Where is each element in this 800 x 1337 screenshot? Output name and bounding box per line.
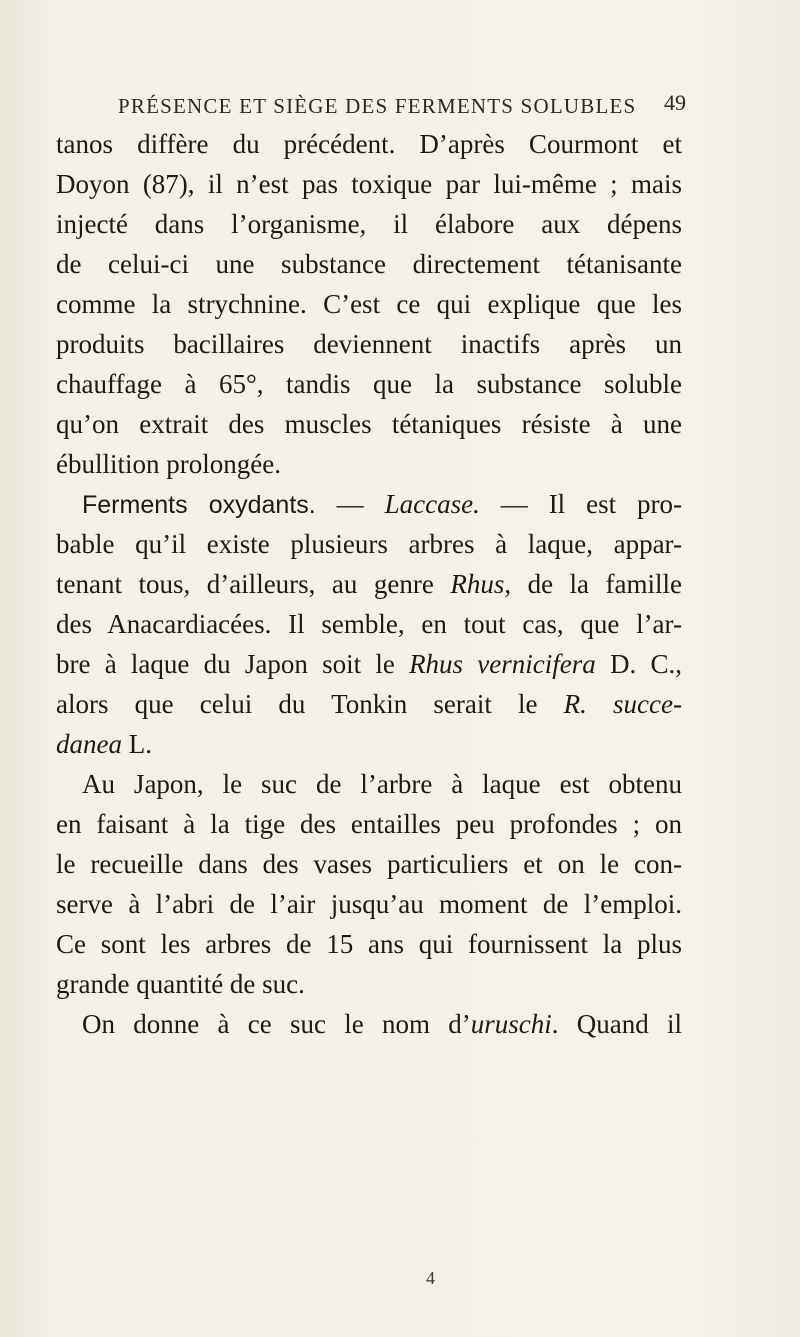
text-line (56, 644, 682, 684)
term: uruschi (470, 1009, 552, 1039)
text-line: grande quantité de suc. (56, 969, 305, 999)
text-line: Au Japon, le suc de l’arbre à laque est obtenu (82, 769, 682, 799)
text-line: Ce sont les arbres de 15 ans qui fournissent la plus (56, 929, 682, 959)
text-fragment: On donne à ce suc le nom d’ (82, 1009, 471, 1039)
text-line (56, 684, 682, 724)
text-fragment: — Il est pro- (479, 489, 683, 519)
text-line: bable qu’il existe plusieurs arbres à laque, appar- (56, 529, 682, 559)
text-line: comme la strychnine. C’est ce qui explique que les (56, 289, 682, 319)
term: R. succe- (563, 689, 682, 719)
text-fragment: , de la famille (504, 569, 682, 599)
text-fragment: D. C., (595, 649, 682, 679)
text-fragment: tenant tous, d’ailleurs, au genre (56, 569, 451, 599)
text-line: chauffage à 65°, tandis que la substance soluble (56, 369, 682, 399)
term: Rhus vernicifera (409, 649, 596, 679)
section-heading-line (82, 484, 682, 524)
section-heading: Ferments oxydants. (82, 491, 316, 519)
text-line: de celui-ci une substance directement tétanisante (56, 249, 682, 279)
text-fragment: bre à laque du Japon soit le (56, 649, 410, 679)
text-line: en faisant à la tige des entailles peu profondes ; on (56, 809, 682, 839)
signature-mark: 4 (426, 1268, 435, 1288)
text-fragment: . Quand il (551, 1009, 682, 1039)
text-line (56, 564, 682, 604)
term: Laccase. (384, 489, 480, 519)
text-line: qu’on extrait des muscles tétaniques résiste à une (56, 409, 682, 439)
text-line: serve à l’abri de l’air jusqu’au moment de l’emploi. (56, 889, 682, 919)
text-line: injecté dans l’organisme, il élabore aux dépens (56, 209, 682, 239)
text-fragment: alors que celui du Tonkin serait le (56, 689, 564, 719)
text-line: des Anacardiacées. Il semble, en tout cas, que l’ar- (56, 609, 682, 639)
text-line (56, 724, 152, 764)
text-line: tanos diffère du précédent. D’après Courmont et (56, 129, 682, 159)
term: danea (56, 729, 122, 759)
text-line: produits bacillaires deviennent inactifs après un (56, 329, 682, 359)
text-line: Doyon (87), il n’est pas toxique par lui-même ; mais (56, 169, 682, 199)
text-line (82, 1004, 682, 1044)
page-number: 49 (664, 90, 686, 115)
running-title: PRÉSENCE ET SIÈGE DES FERMENTS SOLUBLES (118, 94, 637, 118)
term: Rhus (450, 569, 505, 599)
text-fragment: L. (121, 729, 152, 759)
text-line: ébullition prolongée. (56, 449, 281, 479)
text-line: le recueille dans des vases particuliers et on le con- (56, 849, 682, 879)
text-fragment: — (315, 489, 385, 519)
